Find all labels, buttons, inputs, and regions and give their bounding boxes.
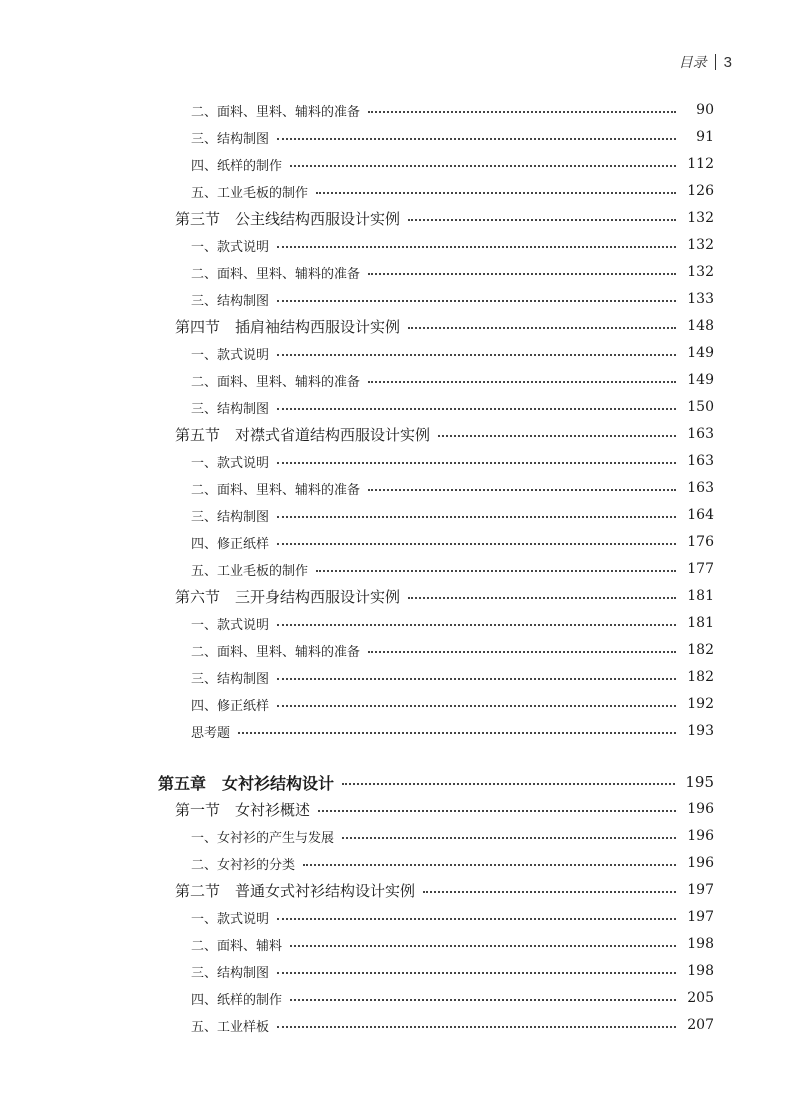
- toc-entry-page: 181: [687, 615, 714, 631]
- toc-entry-title: 第四节 插肩袖结构西服设计实例: [175, 317, 401, 336]
- toc-leader-dots: [277, 972, 676, 974]
- toc-entry-title: 三、结构制图: [191, 965, 270, 981]
- toc-leader-dots: [290, 945, 676, 947]
- toc-entry-page: 196: [687, 855, 714, 871]
- toc-entry-title: 四、纸样的制作: [191, 158, 283, 174]
- toc-leader-dots: [423, 891, 676, 893]
- toc-entry-page: 133: [687, 291, 714, 307]
- toc-leader-dots: [408, 597, 676, 599]
- toc-entry-title: 第五章 女衬衫结构设计: [158, 773, 335, 793]
- toc-entry-title: 第五节 对襟式省道结构西服设计实例: [175, 425, 431, 444]
- toc-leader-dots: [277, 918, 676, 920]
- toc-section[interactable]: [0, 421, 790, 447]
- toc-subsection[interactable]: [0, 124, 790, 150]
- toc-subsection[interactable]: [0, 823, 790, 849]
- toc-entry-page: 149: [687, 345, 714, 361]
- toc-entry-title: 思考题: [191, 725, 231, 741]
- toc-entry-page: 148: [687, 318, 714, 334]
- header-divider: [715, 54, 716, 70]
- toc-leader-dots: [277, 1026, 676, 1028]
- toc-subsection[interactable]: [0, 637, 790, 663]
- toc-subsection[interactable]: [0, 985, 790, 1011]
- header-label: 目录: [678, 54, 707, 70]
- toc-entry-title: 二、面料、里料、辅料的准备: [191, 104, 361, 120]
- toc-leader-dots: [368, 381, 676, 383]
- toc-leader-dots: [438, 435, 676, 437]
- toc-entry-page: 182: [687, 669, 714, 685]
- toc-section[interactable]: [0, 205, 790, 231]
- toc-subsection[interactable]: [0, 394, 790, 420]
- toc-entry-title: 第二节 普通女式衬衫结构设计实例: [175, 881, 416, 900]
- toc-subsection[interactable]: [0, 502, 790, 528]
- header-page-number: 3: [723, 53, 732, 71]
- toc-subsection[interactable]: [0, 1012, 790, 1038]
- toc-entry-page: 196: [687, 828, 714, 844]
- toc-entry-page: 90: [696, 102, 714, 118]
- toc-entry-page: 207: [687, 1017, 714, 1033]
- toc-subsection[interactable]: [0, 691, 790, 717]
- toc-subsection[interactable]: [0, 610, 790, 636]
- toc-entry-title: 四、修正纸样: [191, 698, 270, 714]
- toc-entry-page: 193: [687, 723, 714, 739]
- toc-entry-title: 二、面料、里料、辅料的准备: [191, 644, 361, 660]
- toc-entry-title: 三、结构制图: [191, 131, 270, 147]
- toc-subsection[interactable]: [0, 556, 790, 582]
- toc-leader-dots: [277, 543, 676, 545]
- toc-entry-title: 五、工业样板: [191, 1019, 270, 1035]
- toc-entry-title: 一、款式说明: [191, 455, 270, 471]
- toc-chapter[interactable]: [0, 769, 790, 795]
- toc-subsection[interactable]: [0, 958, 790, 984]
- toc-leader-dots: [290, 165, 676, 167]
- toc-leader-dots: [277, 462, 676, 464]
- toc-entry-page: 163: [687, 453, 714, 469]
- toc-subsection[interactable]: [0, 904, 790, 930]
- toc-section[interactable]: [0, 313, 790, 339]
- toc-leader-dots: [368, 651, 676, 653]
- toc-subsection[interactable]: [0, 529, 790, 555]
- toc-subsection[interactable]: [0, 475, 790, 501]
- toc-subsection[interactable]: [0, 151, 790, 177]
- toc-leader-dots: [277, 138, 676, 140]
- toc-entry-title: 三、结构制图: [191, 401, 270, 417]
- toc-leader-dots: [368, 489, 676, 491]
- toc-entry-title: 二、女衬衫的分类: [191, 857, 296, 873]
- toc-entry-page: 198: [687, 936, 714, 952]
- toc-subsection[interactable]: [0, 664, 790, 690]
- toc-entry-title: 一、女衬衫的产生与发展: [191, 830, 335, 846]
- toc-entry-page: 112: [687, 156, 714, 172]
- toc-entry-title: 五、工业毛板的制作: [191, 563, 309, 579]
- toc-entry-title: 二、面料、里料、辅料的准备: [191, 266, 361, 282]
- toc-entry-page: 126: [687, 183, 714, 199]
- toc-leader-dots: [318, 810, 676, 812]
- toc-entry-title: 一、款式说明: [191, 911, 270, 927]
- toc-subsection[interactable]: [0, 931, 790, 957]
- toc-leader-dots: [277, 354, 676, 356]
- toc-subsection[interactable]: [0, 178, 790, 204]
- toc-entry-page: 132: [687, 264, 714, 280]
- toc-leader-dots: [277, 408, 676, 410]
- toc-entry-title: 四、修正纸样: [191, 536, 270, 552]
- toc-entry-title: 二、面料、里料、辅料的准备: [191, 374, 361, 390]
- toc-entry-page: 164: [687, 507, 714, 523]
- toc-entry-page: 176: [687, 534, 714, 550]
- toc-leader-dots: [303, 864, 676, 866]
- toc-leader-dots: [238, 732, 676, 734]
- toc-entry-page: 182: [687, 642, 714, 658]
- toc-leader-dots: [342, 837, 676, 839]
- toc-leader-dots: [316, 192, 676, 194]
- toc-entry-page: 91: [696, 129, 714, 145]
- toc-leader-dots: [316, 570, 676, 572]
- toc-leader-dots: [342, 783, 675, 785]
- toc-leader-dots: [277, 705, 676, 707]
- toc-entry-page: 132: [687, 237, 714, 253]
- toc-entry-title: 一、款式说明: [191, 347, 270, 363]
- toc-entry-title: 第六节 三开身结构西服设计实例: [175, 587, 401, 606]
- toc-entry-page: 132: [687, 210, 714, 226]
- toc-entry-title: 第三节 公主线结构西服设计实例: [175, 209, 401, 228]
- toc-leader-dots: [277, 678, 676, 680]
- toc-leader-dots: [408, 219, 676, 221]
- toc-section[interactable]: [0, 583, 790, 609]
- toc-entry-title: 一、款式说明: [191, 239, 270, 255]
- toc-leader-dots: [277, 516, 676, 518]
- toc-entry-page: 197: [687, 909, 714, 925]
- toc-entry-page: 163: [687, 426, 714, 442]
- toc-entry-title: 第一节 女衬衫概述: [175, 800, 311, 819]
- toc-entry-title: 三、结构制图: [191, 293, 270, 309]
- toc-subsection[interactable]: [0, 367, 790, 393]
- toc-leader-dots: [277, 300, 676, 302]
- toc-entry-page: 205: [687, 990, 714, 1006]
- toc-section[interactable]: [0, 877, 790, 903]
- page-header: [679, 52, 732, 72]
- toc-entry-page: 195: [685, 773, 714, 791]
- toc-leader-dots: [277, 246, 676, 248]
- toc-entry-page: 149: [687, 372, 714, 388]
- toc-entry-page: 177: [687, 561, 714, 577]
- toc-entry-page: 181: [687, 588, 714, 604]
- toc-leader-dots: [368, 273, 676, 275]
- toc-leader-dots: [277, 624, 676, 626]
- toc-subsection[interactable]: [0, 718, 790, 744]
- toc-subsection[interactable]: [0, 259, 790, 285]
- toc-entry-title: 一、款式说明: [191, 617, 270, 633]
- toc-leader-dots: [290, 999, 676, 1001]
- toc-entry-page: 192: [687, 696, 714, 712]
- toc-entry-page: 198: [687, 963, 714, 979]
- toc-subsection[interactable]: [0, 286, 790, 312]
- toc-entry-title: 三、结构制图: [191, 671, 270, 687]
- toc-subsection[interactable]: [0, 232, 790, 258]
- toc-entry-title: 四、纸样的制作: [191, 992, 283, 1008]
- toc-subsection[interactable]: [0, 448, 790, 474]
- toc-leader-dots: [408, 327, 676, 329]
- toc-subsection[interactable]: [0, 340, 790, 366]
- toc-subsection[interactable]: [0, 97, 790, 123]
- toc-entry-page: 196: [687, 801, 714, 817]
- toc-entry-title: 二、面料、里料、辅料的准备: [191, 482, 361, 498]
- toc-leader-dots: [368, 111, 676, 113]
- toc-section[interactable]: [0, 796, 790, 822]
- toc-entry-title: 五、工业毛板的制作: [191, 185, 309, 201]
- toc-entry-title: 三、结构制图: [191, 509, 270, 525]
- toc-entry-page: 150: [687, 399, 714, 415]
- toc-subsection[interactable]: [0, 850, 790, 876]
- toc-entry-page: 163: [687, 480, 714, 496]
- toc-entry-title: 二、面料、辅料: [191, 938, 283, 954]
- toc-entry-page: 197: [687, 882, 714, 898]
